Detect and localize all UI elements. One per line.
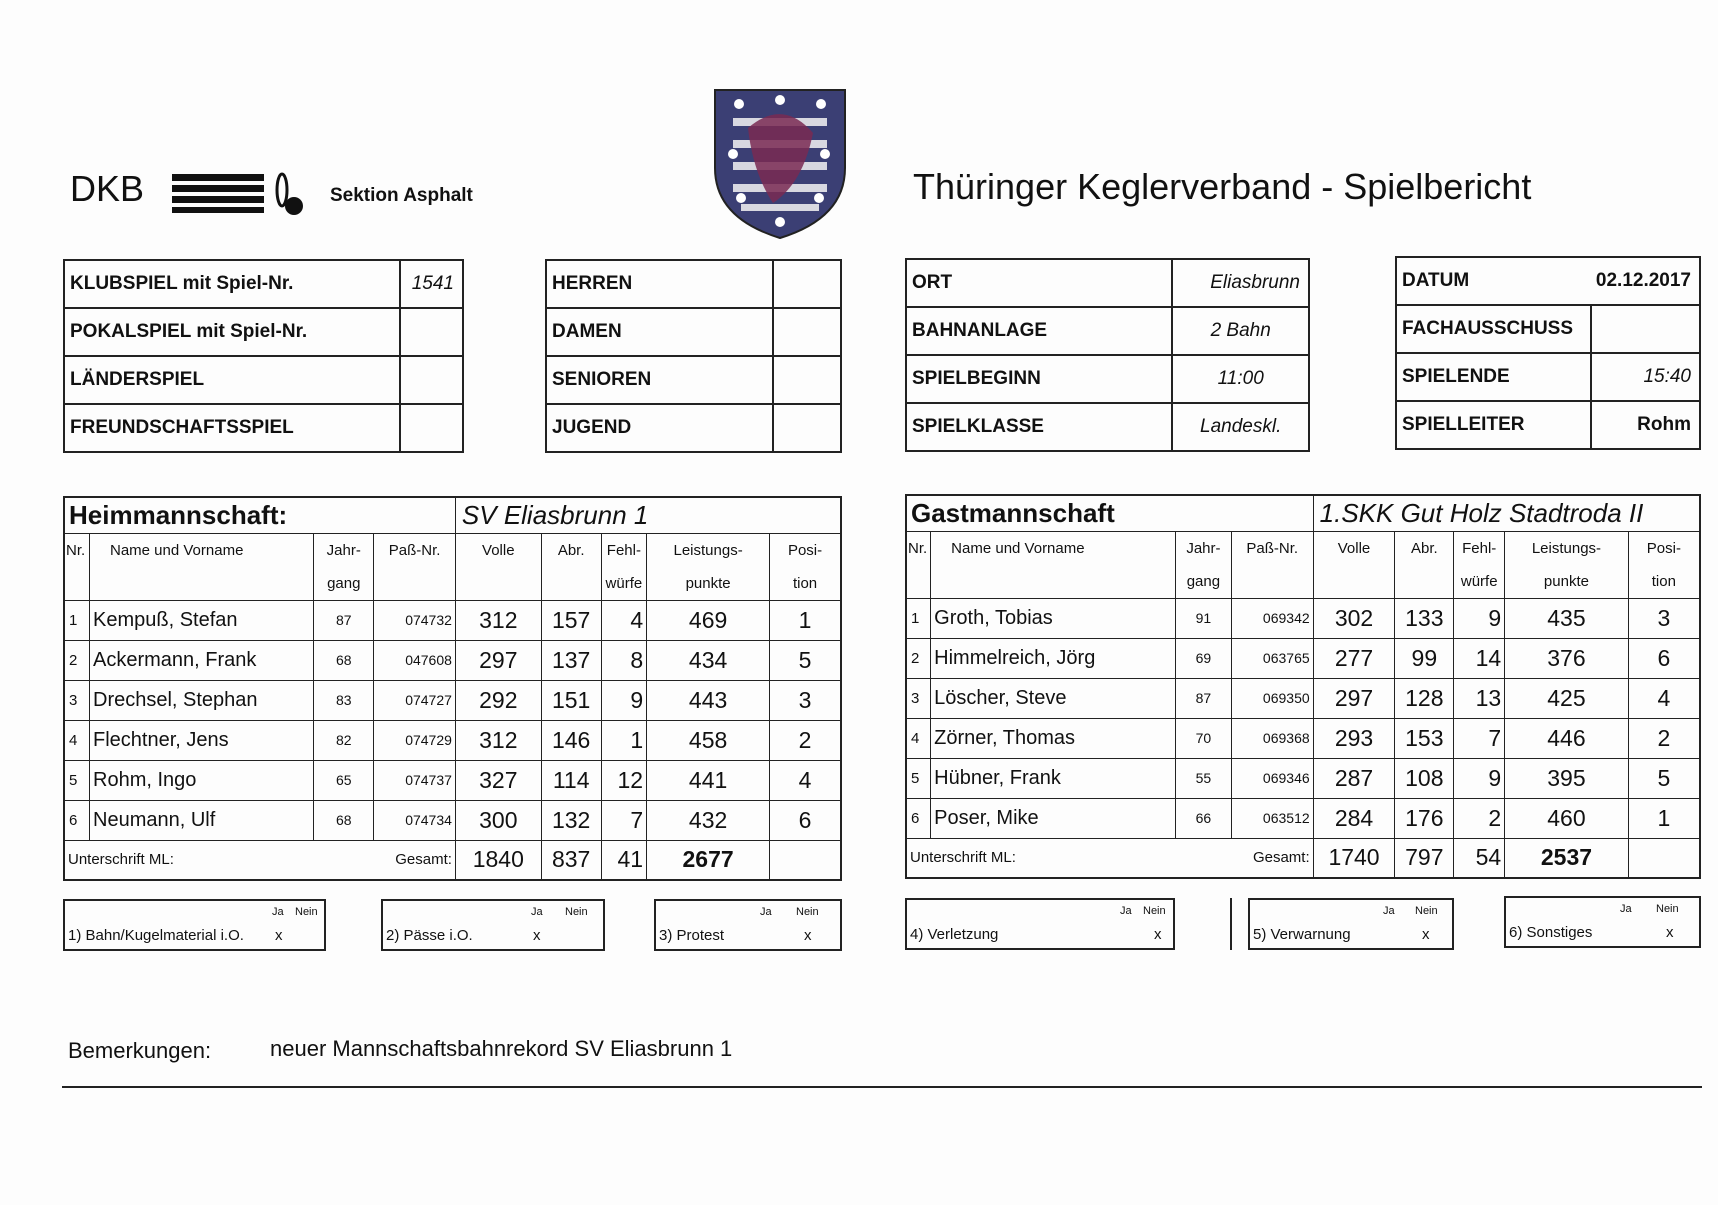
category-value [773,308,841,356]
player-pass: 063512 [1231,798,1313,838]
player-name: Zörner, Thomas [931,718,1176,758]
player-name: Groth, Tobias [931,598,1176,638]
check-box-bahn [63,899,326,951]
nein-label: Nein [295,906,318,918]
player-lp: 435 [1505,598,1629,638]
player-pos: 1 [770,600,841,640]
player-lp: 469 [647,600,770,640]
player-lp: 441 [647,760,770,800]
page-title: Thüringer Keglerverband - Spielbericht [913,166,1532,207]
check-label: 1) Bahn/Kugelmaterial i.O. [68,927,244,944]
total-abr: 797 [1395,838,1454,878]
player-pos: 2 [1628,718,1700,758]
player-volle: 293 [1313,718,1395,758]
remarks-line [62,1086,1702,1088]
home-team-table [63,496,842,881]
total-row [906,838,1700,878]
fachausschuss-value [1591,305,1700,353]
player-jahrgang: 65 [314,760,374,800]
table-row [906,798,1700,838]
player-fehl: 12 [601,760,646,800]
check-mark: x [1154,926,1162,943]
player-volle: 287 [1313,758,1395,798]
player-nr: 1 [906,598,931,638]
player-pos: 6 [770,800,841,840]
nein-label: Nein [1656,903,1679,915]
check-label: 5) Verwarnung [1253,926,1351,943]
category-value [773,260,841,308]
datum-value: 02.12.2017 [1591,257,1700,305]
match-type-label: POKALSPIEL mit Spiel-Nr. [64,308,400,356]
org-abbr: DKB [70,168,145,209]
player-fehl: 13 [1454,678,1505,718]
player-lp: 425 [1505,678,1629,718]
player-nr: 4 [64,720,90,760]
player-pos: 2 [770,720,841,760]
player-nr: 5 [64,760,90,800]
signature-label: Unterschrift ML: [64,840,374,880]
player-pass: 074729 [374,720,456,760]
guest-team-name: 1.SKK Gut Holz Stadtroda II [1313,495,1700,531]
player-name: Löscher, Steve [931,678,1176,718]
match-type-label: LÄNDERSPIEL [64,356,400,404]
check-mark: x [1422,926,1430,943]
player-abr: 151 [541,680,601,720]
player-volle: 312 [455,600,541,640]
table-row [906,598,1700,638]
check-mark: x [1666,924,1674,941]
match-type-table [63,259,464,453]
match-type-value [400,356,463,404]
player-fehl: 2 [1454,798,1505,838]
total-lp: 2537 [1505,838,1629,878]
check-mark: x [533,927,541,944]
col-leistungspunkte: Leistungs- punkte [1505,531,1629,598]
player-lp: 434 [647,640,770,680]
col-position: Posi- tion [1628,531,1700,598]
check-label: 2) Pässe i.O. [386,927,473,944]
player-volle: 277 [1313,638,1395,678]
nein-label: Nein [565,906,588,918]
col-nr: Nr. [906,531,931,598]
player-pos: 6 [1628,638,1700,678]
category-label: DAMEN [546,308,773,356]
total-abr: 837 [541,840,601,880]
table-row [906,758,1700,798]
total-row [64,840,841,880]
col-fehlwuerfe: Fehl- würfe [601,533,646,600]
ja-label: Ja [760,906,772,918]
player-jahrgang: 70 [1175,718,1231,758]
player-fehl: 7 [601,800,646,840]
table-row [906,638,1700,678]
player-volle: 327 [455,760,541,800]
match-type-label: FREUNDSCHAFTSSPIEL [64,404,400,452]
admin-table [1395,256,1701,450]
col-abr: Abr. [1395,531,1454,598]
player-nr: 5 [906,758,931,798]
player-pass: 063765 [1231,638,1313,678]
player-abr: 146 [541,720,601,760]
player-lp: 443 [647,680,770,720]
player-pass: 074737 [374,760,456,800]
player-jahrgang: 87 [1175,678,1231,718]
fachausschuss-label: FACHAUSSCHUSS [1396,305,1591,353]
table-row [64,680,841,720]
player-abr: 137 [541,640,601,680]
player-fehl: 9 [601,680,646,720]
venue-value: Eliasbrunn [1172,259,1309,307]
col-name: Name und Vorname [931,531,1176,598]
check-label: 6) Sonstiges [1509,924,1593,941]
remarks-text: neuer Mannschaftsbahnrekord SV Eliasbrunn 1 [270,1036,733,1061]
table-row [64,720,841,760]
player-pass: 074734 [374,800,456,840]
player-name: Hübner, Frank [931,758,1176,798]
match-type-value: 1541 [400,260,463,308]
category-value [773,404,841,452]
table-row [906,718,1700,758]
spielleiter-value: Rohm [1591,401,1700,449]
player-lp: 395 [1505,758,1629,798]
venue-table [905,258,1310,452]
player-nr: 2 [906,638,931,678]
category-label: SENIOREN [546,356,773,404]
player-abr: 176 [1395,798,1454,838]
player-volle: 297 [1313,678,1395,718]
player-name: Ackermann, Frank [90,640,314,680]
match-type-label: KLUBSPIEL mit Spiel-Nr. [64,260,400,308]
player-volle: 302 [1313,598,1395,638]
col-position: Posi- tion [770,533,841,600]
gesamt-label: Gesamt: [374,840,456,880]
category-label: JUGEND [546,404,773,452]
category-label: HERREN [546,260,773,308]
player-pos: 3 [770,680,841,720]
col-leistungspunkte: Leistungs- punkte [647,533,770,600]
check-label: 4) Verletzung [910,926,999,943]
nein-label: Nein [1143,905,1166,917]
match-type-value [400,404,463,452]
col-pass: Paß-Nr. [374,533,456,600]
table-row [64,640,841,680]
category-value [773,356,841,404]
section-label: Sektion Asphalt [330,185,473,206]
player-pass: 069346 [1231,758,1313,798]
venue-value: 11:00 [1172,355,1309,403]
total-volle: 1740 [1313,838,1395,878]
spielende-label: SPIELENDE [1396,353,1591,401]
player-fehl: 9 [1454,598,1505,638]
check-mark: x [275,927,283,944]
spielende-value: 15:40 [1591,353,1700,401]
col-nr: Nr. [64,533,90,600]
player-jahrgang: 68 [314,800,374,840]
check-box-sonstiges [1504,896,1701,948]
player-lp: 432 [647,800,770,840]
check-box-paesse [381,899,605,951]
col-fehlwuerfe: Fehl- würfe [1454,531,1505,598]
player-lp: 446 [1505,718,1629,758]
player-lp: 376 [1505,638,1629,678]
total-fehl: 54 [1454,838,1505,878]
player-volle: 300 [455,800,541,840]
ja-label: Ja [272,906,284,918]
guest-team-label: Gastmannschaft [906,495,1313,531]
player-pos: 3 [1628,598,1700,638]
player-name: Neumann, Ulf [90,800,314,840]
nein-label: Nein [1415,905,1438,917]
player-abr: 128 [1395,678,1454,718]
player-name: Drechsel, Stephan [90,680,314,720]
venue-label: ORT [906,259,1172,307]
player-pass: 047608 [374,640,456,680]
player-jahrgang: 66 [1175,798,1231,838]
player-pos: 4 [1628,678,1700,718]
player-lp: 460 [1505,798,1629,838]
table-row [906,678,1700,718]
total-pos [770,840,841,880]
player-volle: 292 [455,680,541,720]
player-volle: 297 [455,640,541,680]
guest-team-table [905,494,1701,879]
col-volle: Volle [455,533,541,600]
player-volle: 312 [455,720,541,760]
check-box-verwarnung [1248,898,1454,950]
player-pos: 1 [1628,798,1700,838]
ja-label: Ja [1383,905,1395,917]
player-jahrgang: 82 [314,720,374,760]
player-fehl: 14 [1454,638,1505,678]
player-pass: 074727 [374,680,456,720]
check-label: 3) Protest [659,927,725,944]
player-nr: 3 [64,680,90,720]
table-row [64,600,841,640]
col-abr: Abr. [541,533,601,600]
check-mark: x [804,927,812,944]
spielleiter-label: SPIELLEITER [1396,401,1591,449]
match-type-value [400,308,463,356]
player-abr: 114 [541,760,601,800]
player-jahrgang: 68 [314,640,374,680]
player-pass: 074732 [374,600,456,640]
player-volle: 284 [1313,798,1395,838]
thuringia-coat-of-arms-icon [713,88,847,240]
datum-label: DATUM [1396,257,1591,305]
col-jahrgang: Jahr- gang [1175,531,1231,598]
col-pass: Paß-Nr. [1231,531,1313,598]
bowling-stripes-logo-icon [172,170,307,216]
player-pass: 069342 [1231,598,1313,638]
player-nr: 3 [906,678,931,718]
player-abr: 153 [1395,718,1454,758]
total-lp: 2677 [647,840,770,880]
table-row [64,760,841,800]
player-fehl: 7 [1454,718,1505,758]
player-fehl: 1 [601,720,646,760]
player-nr: 4 [906,718,931,758]
player-fehl: 9 [1454,758,1505,798]
table-row [64,800,841,840]
col-name: Name und Vorname [90,533,314,600]
total-fehl: 41 [601,840,646,880]
player-name: Rohm, Ingo [90,760,314,800]
player-pos: 5 [1628,758,1700,798]
player-abr: 133 [1395,598,1454,638]
player-jahrgang: 91 [1175,598,1231,638]
player-pass: 069368 [1231,718,1313,758]
player-nr: 6 [906,798,931,838]
col-jahrgang: Jahr- gang [314,533,374,600]
player-name: Poser, Mike [931,798,1176,838]
divider [1230,898,1232,950]
ja-label: Ja [1120,905,1132,917]
venue-label: BAHNANLAGE [906,307,1172,355]
venue-label: SPIELKLASSE [906,403,1172,451]
total-pos [1628,838,1700,878]
player-name: Kempuß, Stefan [90,600,314,640]
player-jahrgang: 83 [314,680,374,720]
player-pos: 5 [770,640,841,680]
player-nr: 6 [64,800,90,840]
category-table [545,259,842,453]
col-volle: Volle [1313,531,1395,598]
gesamt-label: Gesamt: [1231,838,1313,878]
player-abr: 157 [541,600,601,640]
player-jahrgang: 55 [1175,758,1231,798]
player-jahrgang: 69 [1175,638,1231,678]
player-fehl: 4 [601,600,646,640]
venue-value: 2 Bahn [1172,307,1309,355]
player-abr: 132 [541,800,601,840]
player-abr: 99 [1395,638,1454,678]
player-fehl: 8 [601,640,646,680]
player-nr: 1 [64,600,90,640]
ja-label: Ja [1620,903,1632,915]
player-pass: 069350 [1231,678,1313,718]
total-volle: 1840 [455,840,541,880]
check-box-protest [654,899,842,951]
check-box-verletzung [905,898,1175,950]
ja-label: Ja [531,906,543,918]
player-pos: 4 [770,760,841,800]
venue-value: Landeskl. [1172,403,1309,451]
player-nr: 2 [64,640,90,680]
venue-label: SPIELBEGINN [906,355,1172,403]
remarks-label: Bemerkungen: [68,1038,212,1063]
player-abr: 108 [1395,758,1454,798]
signature-label: Unterschrift ML: [906,838,1231,878]
nein-label: Nein [796,906,819,918]
home-team-label: Heimmannschaft: [64,497,455,533]
player-jahrgang: 87 [314,600,374,640]
player-name: Himmelreich, Jörg [931,638,1176,678]
player-name: Flechtner, Jens [90,720,314,760]
home-team-name: SV Eliasbrunn 1 [455,497,841,533]
player-lp: 458 [647,720,770,760]
